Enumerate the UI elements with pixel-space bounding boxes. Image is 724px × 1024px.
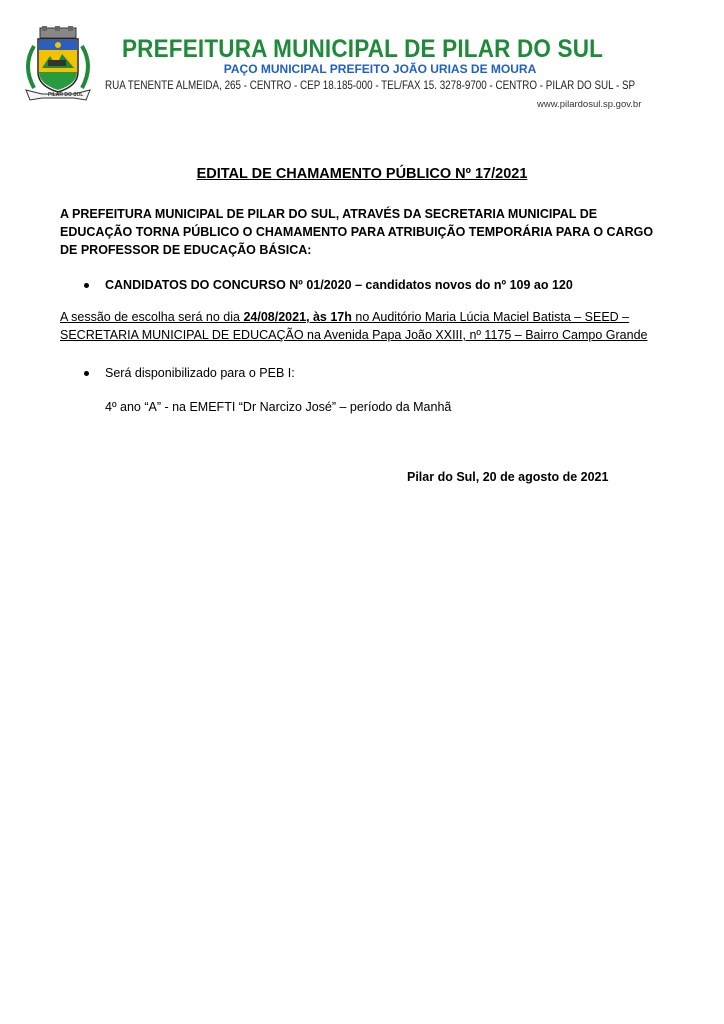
address-line: RUA TENENTE ALMEIDA, 265 - CENTRO - CEP 18.185-000 - TEL/FAX 15. 3278-9700 - CENTRO - PILAR DO SUL - SP (105, 78, 636, 92)
session-venue: no Auditório Maria Lúcia Maciel Batista – SEED – SECRETARIA MUNICIPAL DE EDUCAÇÃO (60, 310, 630, 342)
crest-ribbon-text: PILAR DO SUL (48, 92, 84, 98)
letterhead (0, 0, 724, 120)
signature-date: Pilar do Sul, 20 de agosto de 2021 (407, 470, 609, 484)
class-offer: 4º ano “A” - na EMEFTI “Dr Narcizo José” – período da Manhã (105, 400, 452, 414)
intro-paragraph: A PREFEITURA MUNICIPAL DE PILAR DO SUL, ATRAVÉS DA SECRETARIA MUNICIPAL DE EDUCAÇÃO TORNA PÚBLICO O CHAMAMENTO PARA ATRIBUIÇÃO TEMPORÁRIA PARA O CARGO DE PROFESSOR DE EDUCAÇÃO BÁSICA: (60, 207, 654, 257)
session-datetime: 24/08/2021, às 17h (243, 310, 352, 324)
website-link[interactable]: www.pilardosul.sp.gov.br (537, 99, 642, 110)
session-intro: A sessão de escolha será no dia (60, 310, 244, 324)
document-headline: EDITAL DE CHAMAMENTO PÚBLICO Nº 17/2021 (196, 166, 528, 182)
session-paragraph (60, 308, 670, 344)
municipality-title: PREFEITURA MUNICIPAL DE PILAR DO SUL (122, 35, 604, 63)
bullet-icon (84, 371, 89, 376)
palace-subtitle: PAÇO MUNICIPAL PREFEITO JOÃO URIAS DE MOURA (223, 62, 537, 76)
session-na: na (307, 328, 321, 342)
candidates-text: CANDIDATOS DO CONCURSO Nº 01/2020 – candidatos novos do nº 109 ao 120 (105, 278, 573, 292)
session-address: Avenida Papa João XXIII, nº 1175 – Bairro Campo Grande (320, 328, 648, 342)
bullet-icon (84, 283, 89, 288)
availability-text: Será disponibilizado para o PEB I: (105, 366, 295, 380)
